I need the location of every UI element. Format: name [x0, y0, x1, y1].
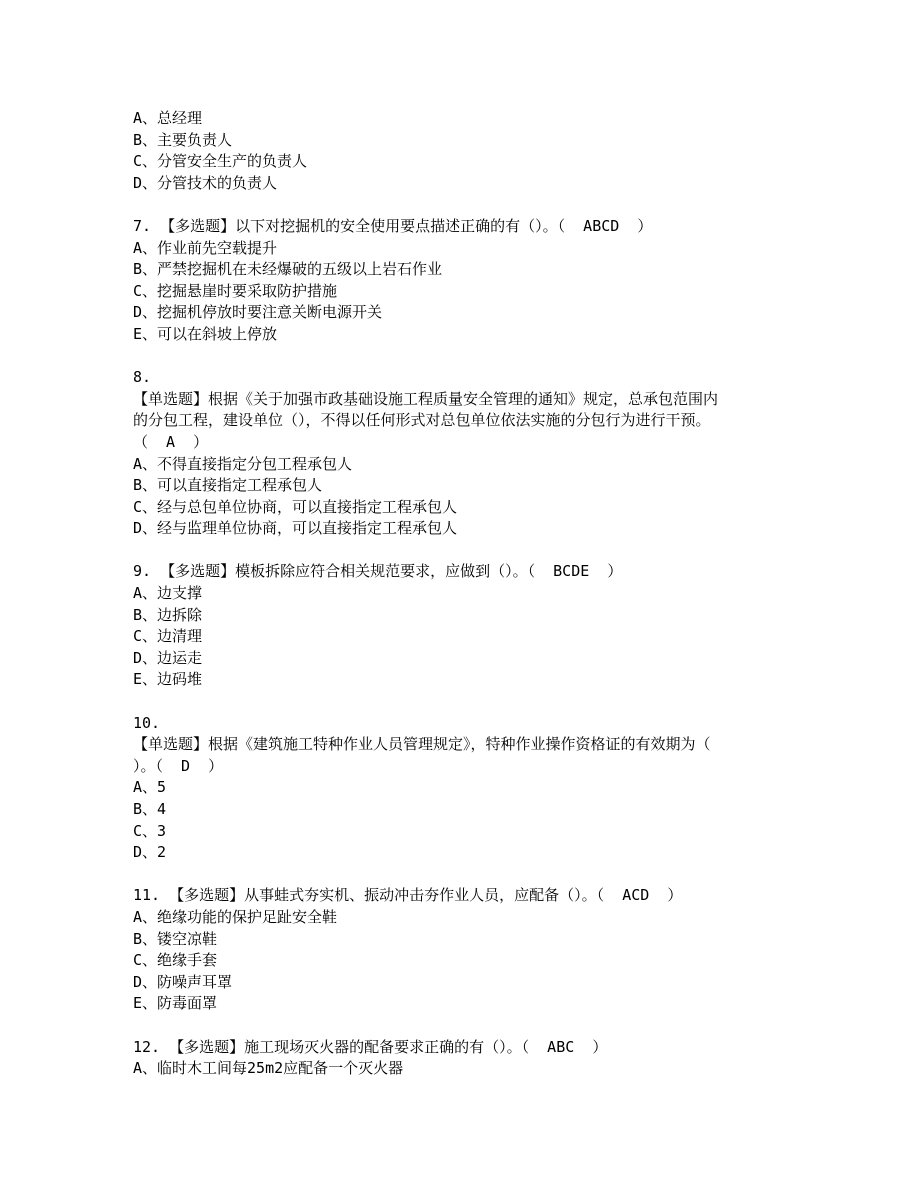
option-line: A、5: [133, 778, 167, 797]
option-line: D、经与监理单位协商，可以直接指定工程承包人: [133, 519, 458, 538]
question-stem: 【单选题】根据《关于加强市政基础设施工程质量安全管理的通知》规定，总承包范围内: [133, 389, 719, 408]
prev-question-block: [133, 108, 793, 194]
option-line: A、临时木工间每25m2应配备一个灭火器: [133, 1059, 404, 1078]
question-stem: 【单选题】根据《建筑施工特种作业人员管理规定》，特种作业操作资格证的有效期为（: [133, 735, 711, 754]
question-9: [133, 561, 793, 691]
option-line: B、4: [133, 800, 167, 818]
option-line: D、边运走: [133, 648, 203, 667]
question-stem: 9. 【多选题】模板拆除应符合相关规范要求，应做到（）。（ BCDE ）: [133, 562, 623, 581]
question-7: [133, 216, 793, 346]
option-line: B、边拆除: [133, 605, 203, 624]
option-line: D、挖掘机停放时要注意关断电源开关: [133, 303, 383, 322]
question-stem: 11. 【多选题】从事蛙式夯实机、振动冲击夯作业人员，应配备（）。（ ACD ）: [133, 886, 683, 905]
question-answer: ）。（ D ）: [133, 756, 224, 775]
option-line: C、分管安全生产的负责人: [133, 152, 308, 171]
question-number: 8.: [133, 368, 152, 387]
option-line: A、总经理: [133, 109, 203, 127]
question-stem: 12. 【多选题】施工现场灭火器的配备要求正确的有（）。（ ABC ）: [133, 1037, 608, 1056]
option-line: A、作业前先空载提升: [133, 238, 278, 257]
option-line: C、3: [133, 821, 167, 840]
question-stem: 的分包工程，建设单位（），不得以任何形式对总包单位依法实施的分包行为进行干预。: [133, 411, 711, 430]
option-line: E、边码堆: [133, 670, 203, 689]
option-line: B、严禁挖掘机在未经爆破的五级以上岩石作业: [133, 260, 443, 279]
option-line: E、防毒面罩: [133, 994, 218, 1013]
option-line: C、经与总包单位协商，可以直接指定工程承包人: [133, 497, 458, 516]
option-line: B、主要负责人: [133, 130, 233, 149]
option-line: A、边支撑: [133, 584, 203, 603]
exam-page: [133, 108, 793, 1080]
option-line: D、防噪声耳罩: [133, 972, 233, 991]
option-line: A、绝缘功能的保护足趾安全鞋: [133, 907, 338, 926]
option-line: C、挖掘悬崖时要采取防护措施: [133, 281, 338, 300]
option-line: C、绝缘手套: [133, 951, 218, 970]
question-answer: （ A ）: [133, 432, 209, 451]
question-12: [133, 1037, 793, 1080]
question-stem: 7. 【多选题】以下对挖掘机的安全使用要点描述正确的有（）。（ ABCD ）: [133, 216, 653, 235]
option-line: E、可以在斜坡上停放: [133, 324, 278, 343]
option-line: D、分管技术的负责人: [133, 173, 278, 192]
option-line: B、镂空凉鞋: [133, 929, 218, 948]
question-11: [133, 885, 793, 1015]
option-line: A、不得直接指定分包工程承包人: [133, 454, 353, 473]
question-10: [133, 713, 793, 864]
question-number: 10.: [133, 713, 161, 732]
option-line: B、可以直接指定工程承包人: [133, 476, 323, 495]
option-line: D、2: [133, 843, 167, 862]
option-line: C、边清理: [133, 627, 203, 646]
question-8: [133, 367, 793, 540]
